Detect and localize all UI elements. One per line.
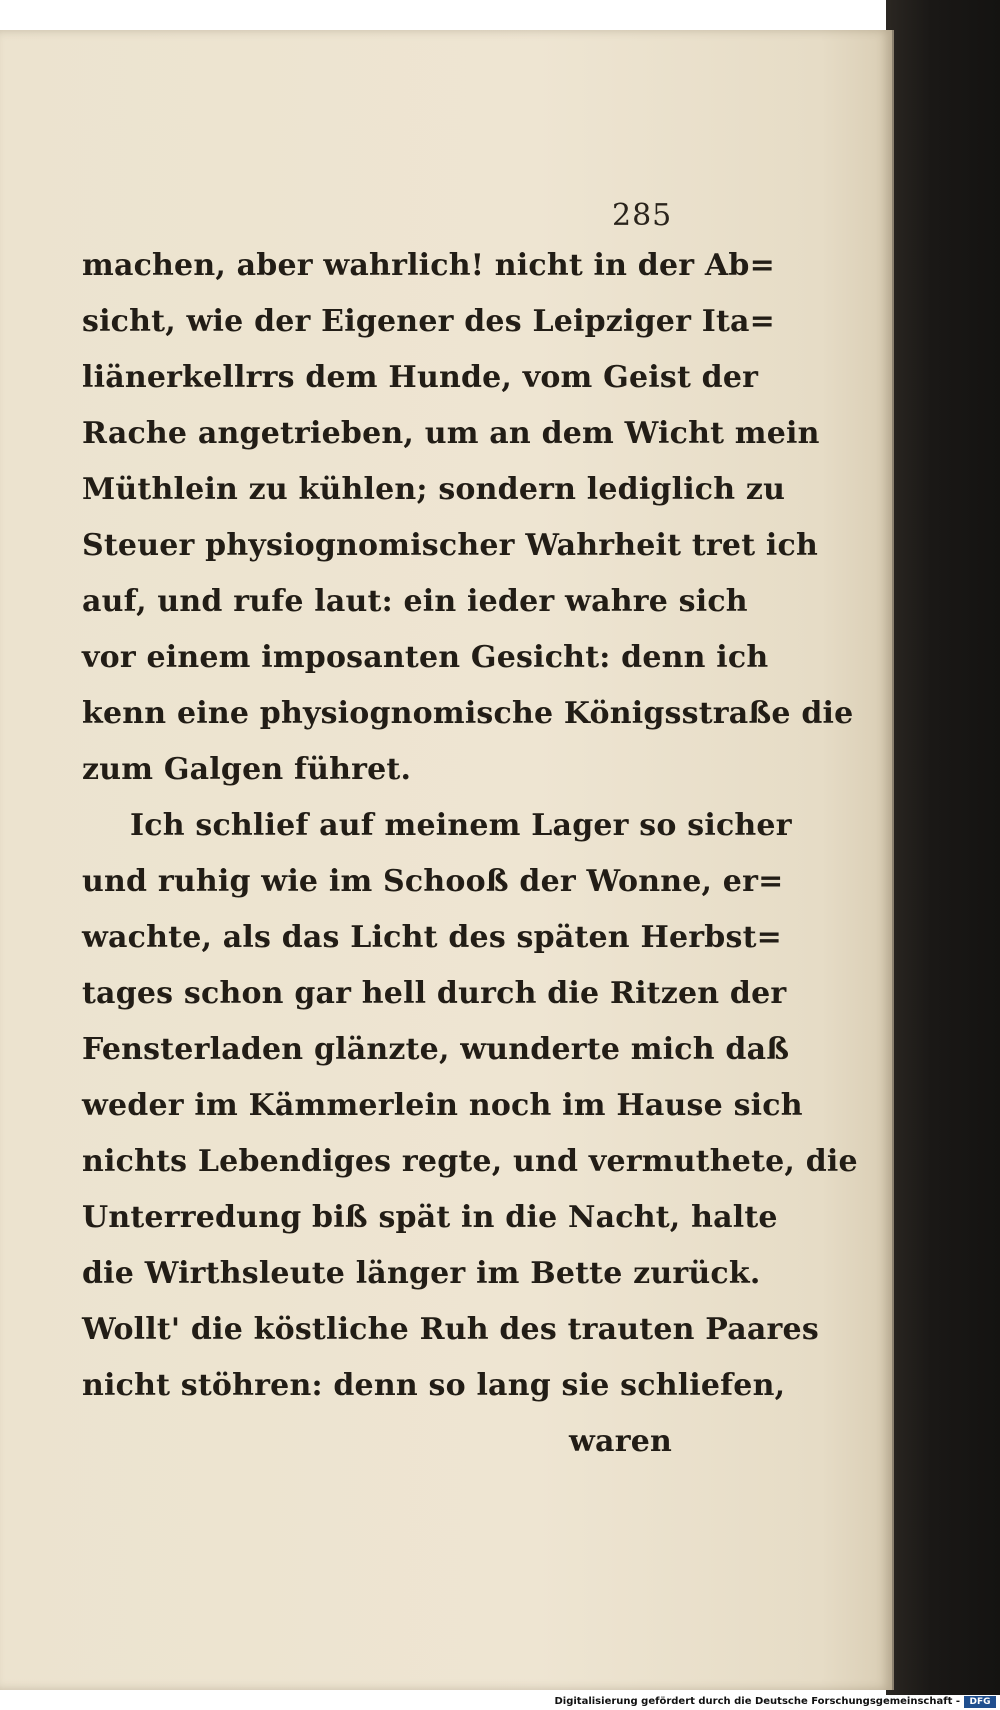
text-line: nicht stöhren: denn so lang sie schliefen, — [82, 1368, 786, 1403]
text-line: liänerkellrrs dem Hunde, vom Geist der — [82, 360, 759, 395]
text-line: tages schon gar hell durch die Ritzen der — [82, 976, 787, 1011]
text-line: nichts Lebendiges regte, und vermuthete, die — [82, 1144, 858, 1179]
text-line: weder im Kämmerlein noch im Hause sich — [82, 1088, 803, 1123]
text-line: zum Galgen führet. — [82, 752, 412, 787]
text-line: die Wirthsleute länger im Bette zurück. — [82, 1256, 761, 1291]
text-line: Wollt' die köstliche Ruh des trauten Paares — [82, 1312, 819, 1347]
text-line: auf, und rufe laut: ein ieder wahre sich — [82, 584, 748, 619]
text-line: sicht, wie der Eigener des Leipziger Ita= — [82, 304, 776, 339]
text-line: Müthlein zu kühlen; sondern lediglich zu — [82, 472, 786, 507]
text-line: machen, aber wahrlich! nicht in der Ab= — [82, 248, 775, 283]
dfg-logo: DFG — [964, 1696, 996, 1708]
paragraph-start-line: Ich schlief auf meinem Lager so sicher — [130, 808, 792, 843]
text-line: und ruhig wie im Schooß der Wonne, er= — [82, 864, 784, 899]
text-line: vor einem imposanten Gesicht: denn ich — [82, 640, 769, 675]
page-text — [82, 238, 858, 1470]
funding-credit: Digitalisierung gefördert durch die Deutsche Forschungsgemeinschaft - — [554, 1696, 960, 1707]
text-line: Rache angetrieben, um an dem Wicht mein — [82, 416, 820, 451]
text-line: Unterredung biß spät in die Nacht, halte — [82, 1200, 778, 1235]
text-line: kenn eine physiognomische Königsstraße die — [82, 696, 854, 731]
page-number: 285 — [612, 198, 673, 233]
text-line: Steuer physiognomischer Wahrheit tret ich — [82, 528, 818, 563]
digitization-footer — [0, 1695, 1000, 1710]
book-cover-edge — [886, 0, 1000, 1695]
text-line: Fensterladen glänzte, wunderte mich daß — [82, 1032, 790, 1067]
catchword: waren — [569, 1424, 672, 1459]
text-line: wachte, als das Licht des späten Herbst= — [82, 920, 782, 955]
